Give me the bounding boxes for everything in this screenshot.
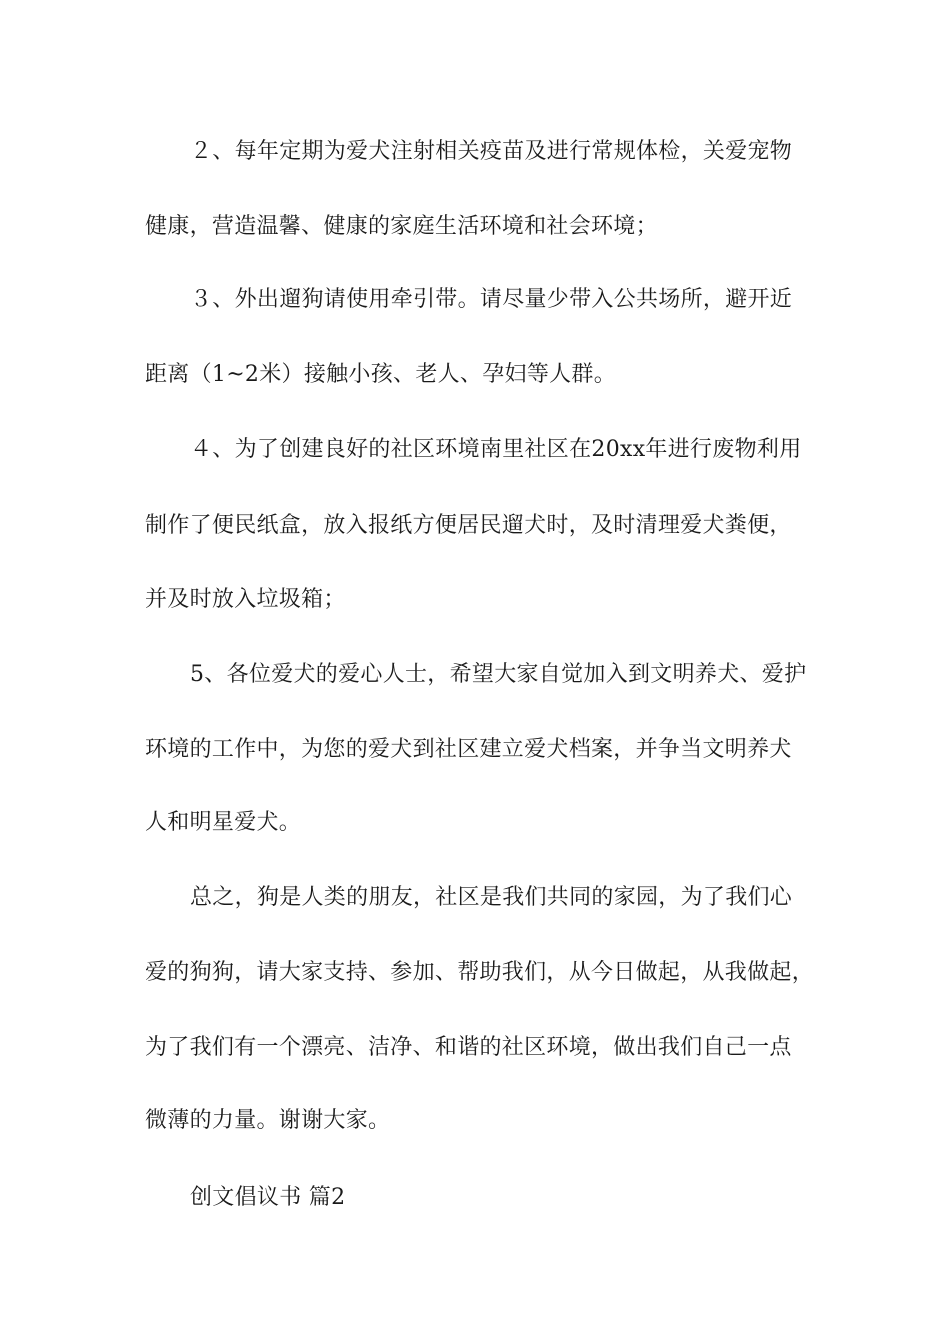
paragraph-2-line-2: 健康，营造温馨、健康的家庭生活环境和社会环境；: [145, 214, 658, 239]
summary-line-1: 总之，狗是人类的朋友，社区是我们共同的家园，为了我们心: [190, 885, 793, 910]
paragraph-5-line-3: 人和明星爱犬。: [145, 810, 302, 835]
paragraph-4-line-3: 并及时放入垃圾箱；: [145, 587, 346, 612]
paragraph-3-line-1: ３、外出遛狗请使用牵引带。请尽量少带入公共场所，避开近: [190, 287, 793, 312]
paragraph-2-line-1: ２、每年定期为爱犬注射相关疫苗及进行常规体检，关爱宠物: [190, 139, 793, 164]
summary-line-4: 微薄的力量。谢谢大家。: [145, 1108, 391, 1133]
paragraph-5-line-2: 环境的工作中，为您的爱犬到社区建立爱犬档案，并争当文明养犬: [145, 737, 792, 762]
paragraph-4-line-1: ４、为了创建良好的社区环境南里社区在20xx年进行废物利用: [190, 437, 802, 462]
summary-line-3: 为了我们有一个漂亮、洁净、和谐的社区环境，做出我们自己一点: [145, 1035, 792, 1060]
paragraph-4-line-2: 制作了便民纸盒，放入报纸方便居民遛犬时，及时清理爱犬粪便，: [145, 513, 792, 538]
section-heading: 创文倡议书 篇2: [190, 1185, 346, 1210]
paragraph-3-line-2: 距离（1~2米）接触小孩、老人、孕妇等人群。: [145, 362, 617, 387]
summary-line-2: 爱的狗狗，请大家支持、参加、帮助我们，从今日做起，从我做起，: [145, 960, 815, 985]
paragraph-5-line-1: 5、各位爱犬的爱心人士，希望大家自觉加入到文明养犬、爱护: [190, 662, 807, 687]
